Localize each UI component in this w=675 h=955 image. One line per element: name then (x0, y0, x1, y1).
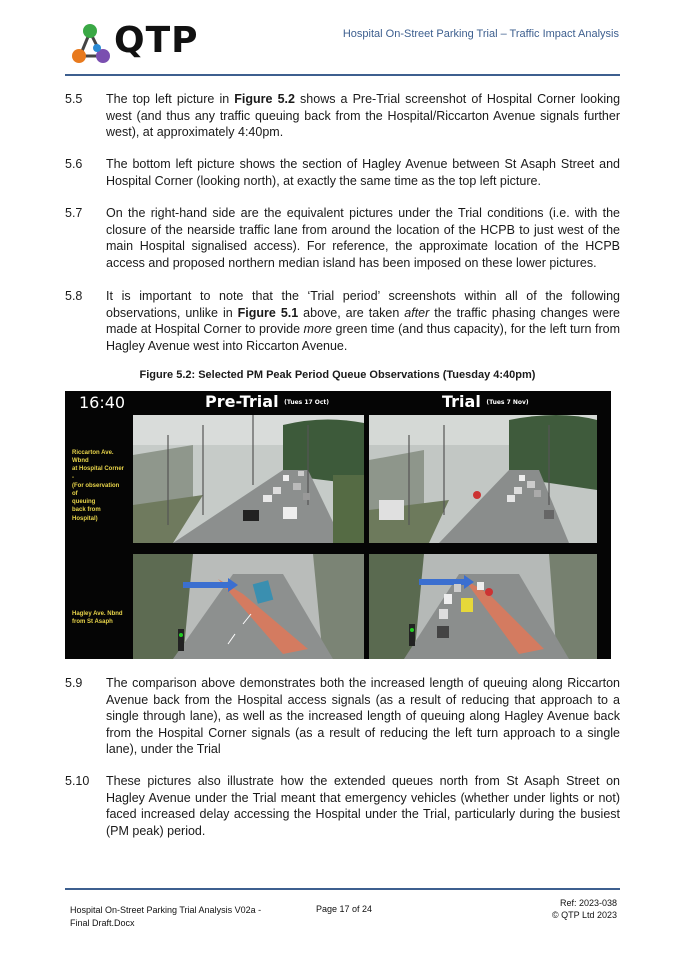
paragraph-text (106, 773, 620, 839)
text-run: The top left picture in (106, 92, 235, 106)
paragraph-text (106, 205, 620, 271)
logo-text: QTP (114, 20, 199, 61)
text-run: The bottom left picture shows the section of Hagley Avenue between St Asaph Street and Hospital Corner (looking north), at exactly the same time as the top left picture. (106, 157, 620, 188)
photo-pre-trial-riccarton (133, 415, 364, 543)
qtp-logo (70, 18, 210, 66)
paragraph-text (106, 91, 620, 141)
paragraph-text (106, 288, 620, 354)
footer-reference: Ref: 2023-038 © QTP Ltd 2023 (551, 898, 617, 920)
molecule-logo-icon (70, 18, 116, 66)
paragraph-number: 5.5 (65, 92, 83, 106)
text-run: It is important to note that the ‘Trial period’ screenshots within all of the following observations, unlike in (106, 289, 620, 320)
emphasis-text: more (303, 322, 333, 336)
figure-time: 16:40 (79, 393, 126, 412)
footer-rule (65, 888, 620, 890)
paragraph-number: 5.9 (65, 676, 83, 690)
pre-trial-date: (Tues 17 Oct) (284, 399, 330, 406)
pre-trial-heading (205, 392, 329, 411)
figure-reference: Figure 5.2 (234, 92, 295, 106)
paragraph-5-5 (65, 91, 620, 141)
paragraph-number: 5.10 (65, 774, 90, 788)
riccarton-note: Riccarton Ave. Wbnd at Hospital Corner - (For observation of queuing back from Hospital) (72, 450, 125, 522)
paragraph-number: 5.6 (65, 157, 83, 171)
queue-observation-figure (65, 391, 611, 659)
figure-reference: Figure 5.1 (237, 305, 299, 320)
paragraph-5-8 (65, 288, 620, 354)
page-header (0, 0, 675, 80)
hagley-note: Hagley Ave. Nbnd from St Asaph (72, 611, 123, 626)
paragraph-text (106, 156, 620, 189)
photo-trial-riccarton (369, 415, 597, 543)
figure-caption: Figure 5.2: Selected PM Peak Period Queue Observations (Tuesday 4:40pm) (139, 369, 536, 381)
text-run: These pictures also illustrate how the extended queues north from St Asaph Street on Hagley Avenue under the Trial meant that emergency vehicles (whether under lights or not) faced increased delay accessing the Hospital under the Trial, particularly during the busiest (PM peak) period. (106, 774, 620, 838)
text-run: shows a Pre-Trial screenshot of Hospital Corner looking west (and thus any traffic queuing back from the Hospital/Riccarton Avenue signals further west), at approximately 4:40pm. (106, 92, 621, 139)
paragraph-5-10 (65, 773, 620, 839)
text-run: the traffic phasing changes were made at Hospital Corner to provide (106, 305, 620, 336)
pre-trial-title: Pre-Trial (205, 392, 279, 411)
photo-trial-hagley (369, 554, 597, 659)
trial-heading (442, 392, 529, 411)
footer-page-number: Page 17 of 24 (316, 904, 373, 914)
paragraph-number: 5.7 (65, 206, 83, 220)
paragraph-5-9 (65, 675, 620, 758)
text-run: green time (and thus capacity), for the left turn from Hagley Avenue west into Riccarton Avenue. (106, 322, 620, 353)
paragraph-5-7 (65, 205, 620, 271)
footer-document-name: Hospital On-Street Parking Trial Analysis V02a - Final Draft.Docx (70, 905, 262, 928)
emphasis-text: after (404, 305, 430, 320)
paragraph-5-6 (65, 156, 620, 189)
text-run: On the right-hand side are the equivalent pictures under the Trial conditions (i.e. with the closure of the nearside traffic lane from around the location of the HCPB to just west of the main Hospital signalised access). For reference, the approximate location of the HCPB access and proposed northern median island has been imposed on these lower pictures. (106, 206, 620, 270)
header-rule (65, 74, 620, 76)
text-run: The comparison above demonstrates both the increased length of queuing along Riccarton Avenue back from the Hospital access signals (as a result of reducing that approach to a single through lane), as well as the increased length of queuing along Hagley Avenue back from the Hospital Corner signals (as a result of reducing the left turn approach to a single lane), under the Trial (106, 676, 620, 756)
paragraph-number: 5.8 (65, 289, 83, 303)
header-title: Hospital On-Street Parking Trial – Traffic Impact Analysis (342, 28, 619, 40)
photo-pre-trial-hagley (133, 554, 364, 659)
trial-date: (Tues 7 Nov) (486, 399, 529, 406)
trial-title: Trial (442, 392, 481, 411)
paragraph-text (106, 675, 620, 758)
text-run: above, are taken (298, 305, 405, 320)
